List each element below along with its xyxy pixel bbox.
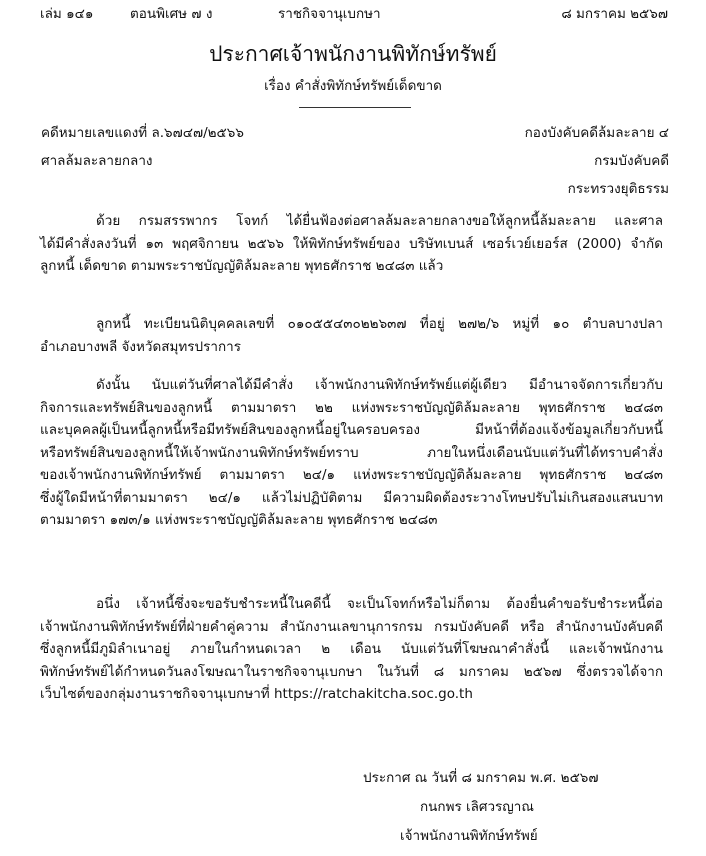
header-volume: เล่ม ๑๔๑ — [40, 6, 94, 22]
page-subtitle: เรื่อง คำสั่งพิทักษ์ทรัพย์เด็ดขาด — [264, 78, 442, 94]
paragraph-line: ซึ่งลูกหนี้มีภูมิลำเนาอยู่ ภายในกำหนดเวลา ๒ เดือน นับแต่วันที่โฆษณาคำสั่งนี้ และเจ้าพนักงาน — [40, 641, 663, 657]
court-name: ศาลล้มละลายกลาง — [41, 153, 153, 169]
paragraph-2 — [40, 313, 663, 358]
paragraph-line: ของเจ้าพนักงานพิทักษ์ทรัพย์ ตามมาตรา ๒๔/๑ แห่งพระราชบัญญัติล้มละลาย พุทธศักราช ๒๔๘๓ — [40, 467, 663, 483]
paragraph-line: อำเภอบางพลี จังหวัดสมุทรปราการ — [40, 338, 241, 355]
paragraph-3 — [40, 374, 663, 532]
division-name: กองบังคับคดีล้มละลาย ๔ — [524, 125, 669, 141]
paragraph-line: ตามมาตรา ๑๗๓/๑ แห่งพระราชบัญญัติล้มละลาย พุทธศักราช ๒๔๘๓ — [40, 512, 438, 528]
paragraph-line: ได้มีคำสั่งลงวันที่ ๑๓ พฤศจิกายน ๒๕๖๖ ให้พิทักษ์ทรัพย์ของ บริษัทเบนส์ เซอร์เวย์เยอร์ส (2000) จำกัด — [40, 235, 663, 252]
case-number: คดีหมายเลขแดงที่ ล.๖๗๔๗/๒๕๖๖ — [41, 125, 244, 141]
title-divider — [299, 107, 411, 108]
paragraph-line: อนึ่ง เจ้าหนี้ซึ่งจะขอรับชำระหนี้ในคดีนี้ จะเป็นโจทก์หรือไม่ก็ตาม ต้องยื่นคำขอรับชำระหนี้ต่อ — [96, 596, 663, 612]
paragraph-1 — [40, 210, 663, 278]
paragraph-line: ลูกหนี้ เด็ดขาด ตามพระราชบัญญัติล้มละลาย พุทธศักราช ๒๔๘๓ แล้ว — [40, 258, 444, 274]
paragraph-line: และบุคคลผู้เป็นหนี้ลูกหนี้หรือมีทรัพย์สินของลูกหนี้อยู่ในครอบครอง มีหน้าที่ต้องแจ้งข้อมูลเกี่ยวกับหนี้ — [40, 422, 663, 438]
announcement-date: ประกาศ ณ วันที่ ๘ มกราคม พ.ศ. ๒๕๖๗ — [363, 770, 599, 786]
page-title: ประกาศเจ้าพนักงานพิทักษ์ทรัพย์ — [209, 42, 497, 66]
header-publication: ราชกิจจานุเบกษา — [278, 6, 381, 22]
paragraph-line: ลูกหนี้ ทะเบียนนิติบุคคลเลขที่ ๐๑๐๕๕๔๓๐๒๒๖๓๗ ที่อยู่ ๒๗๒/๖ หมู่ที่ ๑๐ ตำบลบางปลา — [96, 316, 663, 332]
paragraph-line: เจ้าพนักงานพิทักษ์ทรัพย์ที่ฝ่ายคำคู่ความ สำนักงานเลขานุการกรม กรมบังคับคดี หรือ สำนักงานบังคับคดี — [40, 618, 663, 635]
paragraph-line: ดังนั้น นับแต่วันที่ศาลได้มีคำสั่ง เจ้าพนักงานพิทักษ์ทรัพย์แต่ผู้เดียว มีอำนาจจัดการเกี่ยวกับ — [96, 377, 663, 393]
paragraph-line: กิจการและทรัพย์สินของลูกหนี้ ตามมาตรา ๒๒ แห่งพระราชบัญญัติล้มละลาย พุทธศักราช ๒๔๘๓ — [40, 399, 663, 416]
paragraph-line: พิทักษ์ทรัพย์ได้กำหนดวันลงโฆษณาในราชกิจจานุเบกษา ในวันที่ ๘ มกราคม ๒๕๖๗ ซึ่งตรวจได้จาก — [40, 663, 663, 680]
department-name: กรมบังคับคดี — [594, 153, 669, 169]
signatory-name: กนกพร เลิศวรญาณ — [420, 799, 534, 815]
paragraph-line: เว็บไซต์ของกลุ่มงานราชกิจจานุเบกษาที่ https://ratchakitcha.soc.go.th — [40, 686, 473, 702]
signatory-position: เจ้าพนักงานพิทักษ์ทรัพย์ — [400, 828, 538, 844]
gazette-header — [40, 2, 668, 24]
paragraph-line: ด้วย กรมสรรพากร โจทก์ ได้ยื่นฟ้องต่อศาลล้มละลายกลางขอให้ลูกหนี้ล้มละลาย และศาล — [96, 213, 663, 229]
paragraph-4 — [40, 593, 663, 706]
header-section: ตอนพิเศษ ๗ ง — [130, 6, 213, 22]
paragraph-line: หรือทรัพย์สินของลูกหนี้ให้เจ้าพนักงานพิทักษ์ทรัพย์ทราบ ภายในหนึ่งเดือนนับแต่วันที่ได้ทราบคำสั่ง — [40, 444, 663, 461]
ministry-name: กระทรวงยุติธรรม — [567, 181, 669, 197]
paragraph-line: ซึ่งผู้ใดมีหน้าที่ตามมาตรา ๒๔/๑ แล้วไม่ปฏิบัติตาม มีความผิดต้องระวางโทษปรับไม่เกินสองแสนบาท — [40, 489, 663, 506]
header-date: ๘ มกราคม ๒๕๖๗ — [561, 6, 668, 22]
